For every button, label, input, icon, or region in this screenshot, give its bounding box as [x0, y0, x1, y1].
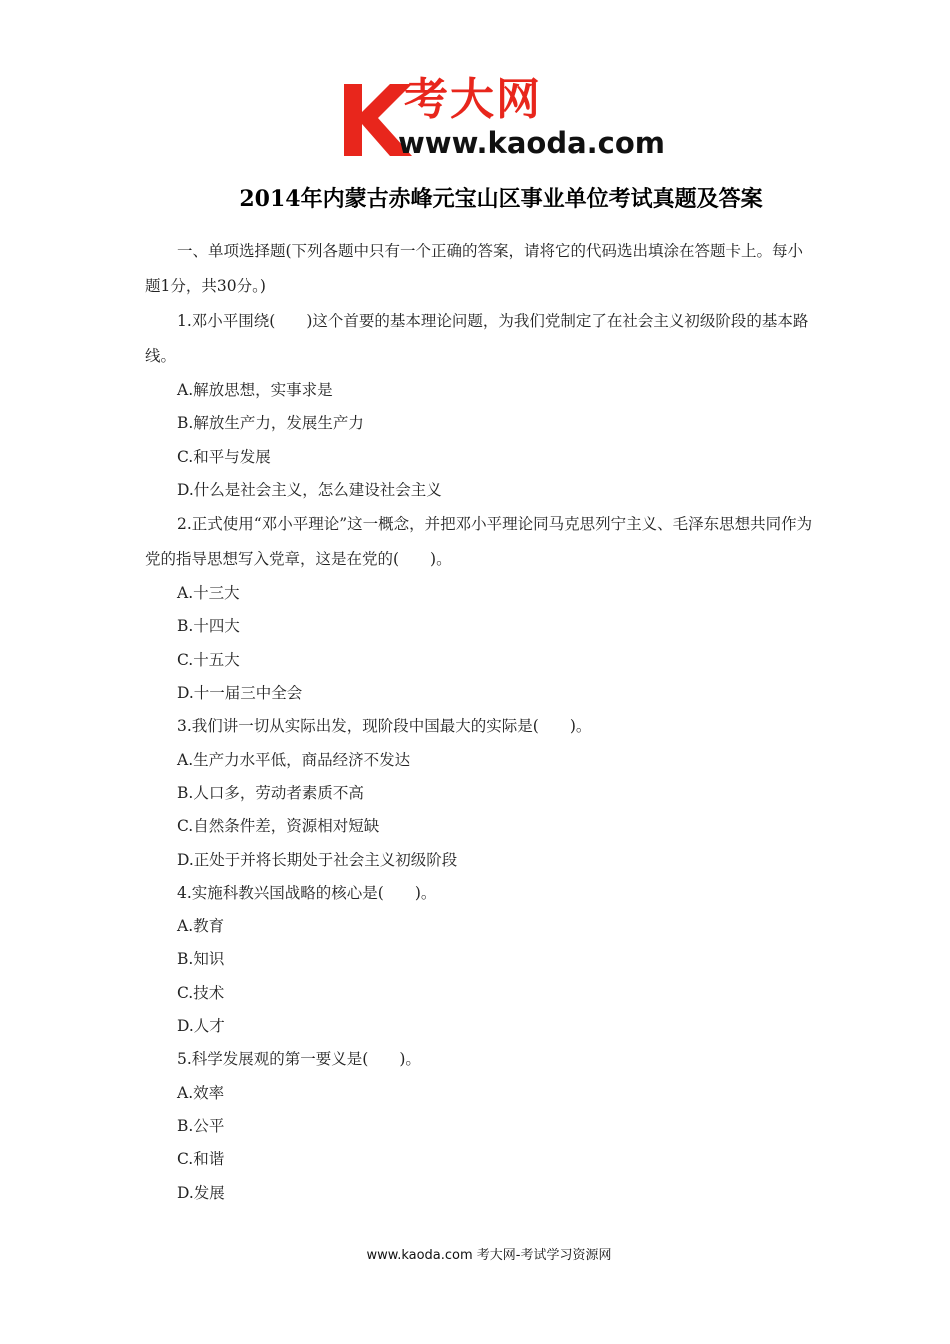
question-option: D.十一届三中全会: [177, 684, 303, 703]
logo-brand-name: 考大网: [404, 74, 542, 125]
question-stem: 3.我们讲一切从实际出发，现阶段中国最大的实际是( )。: [177, 717, 592, 736]
question-option: B.人口多，劳动者素质不高: [177, 783, 364, 802]
question-item: [145, 877, 813, 1043]
logo-url: www.kaoda.com: [398, 126, 665, 160]
question-option: D.人才: [177, 1017, 225, 1036]
question-option: C.十五大: [177, 650, 240, 669]
question-option: A.十三大: [177, 584, 240, 603]
question-item: [145, 507, 813, 710]
kaoda-logo: [338, 72, 668, 162]
question-item: [145, 1043, 813, 1209]
question-stem: 5.科学发展观的第一要义是( )。: [177, 1050, 421, 1069]
question-option: C.自然条件差，资源相对短缺: [177, 817, 380, 836]
question-stem: 1.邓小平围绕( )这个首要的基本理论问题，为我们党制定了在社会主义初级阶段的基本路线。: [145, 312, 809, 365]
question-option: B.知识: [177, 950, 225, 969]
document-title: 2014年内蒙古赤峰元宝山区事业单位考试真题及答案: [239, 186, 763, 212]
question-option: A.解放思想，实事求是: [177, 381, 333, 399]
question-list: [145, 304, 813, 1210]
question-option: A.生产力水平低，商品经济不发达: [177, 750, 411, 769]
question-option: B.公平: [177, 1116, 225, 1135]
question-option: C.和平与发展: [177, 447, 271, 466]
question-option: A.效率: [177, 1083, 225, 1102]
question-option: D.发展: [177, 1183, 225, 1202]
question-option: D.正处于并将长期处于社会主义初级阶段: [177, 850, 458, 869]
question-stem: 4.实施科教兴国战略的核心是( )。: [177, 883, 437, 902]
question-option: B.十四大: [177, 617, 240, 636]
section-instructions: 一、单项选择题(下列各题中只有一个正确的答案，请将它的代码选出填涂在答题卡上。每小题1分，共30分。): [145, 242, 804, 295]
question-item: [145, 304, 813, 507]
page-footer: www.kaoda.com 考大网-考试学习资源网: [366, 1248, 612, 1263]
question-option: C.技术: [177, 983, 225, 1002]
question-option: C.和谐: [177, 1150, 225, 1169]
question-option: A.教育: [177, 917, 225, 936]
question-option: D.什么是社会主义，怎么建设社会主义: [177, 480, 442, 499]
question-option: B.解放生产力，发展生产力: [177, 414, 364, 433]
question-stem: 2.正式使用“邓小平理论”这一概念，并把邓小平理论同马克思列宁主义、毛泽东思想共同作为党的指导思想写入党章，这是在党的( )。: [145, 515, 813, 569]
question-item: [145, 710, 813, 876]
